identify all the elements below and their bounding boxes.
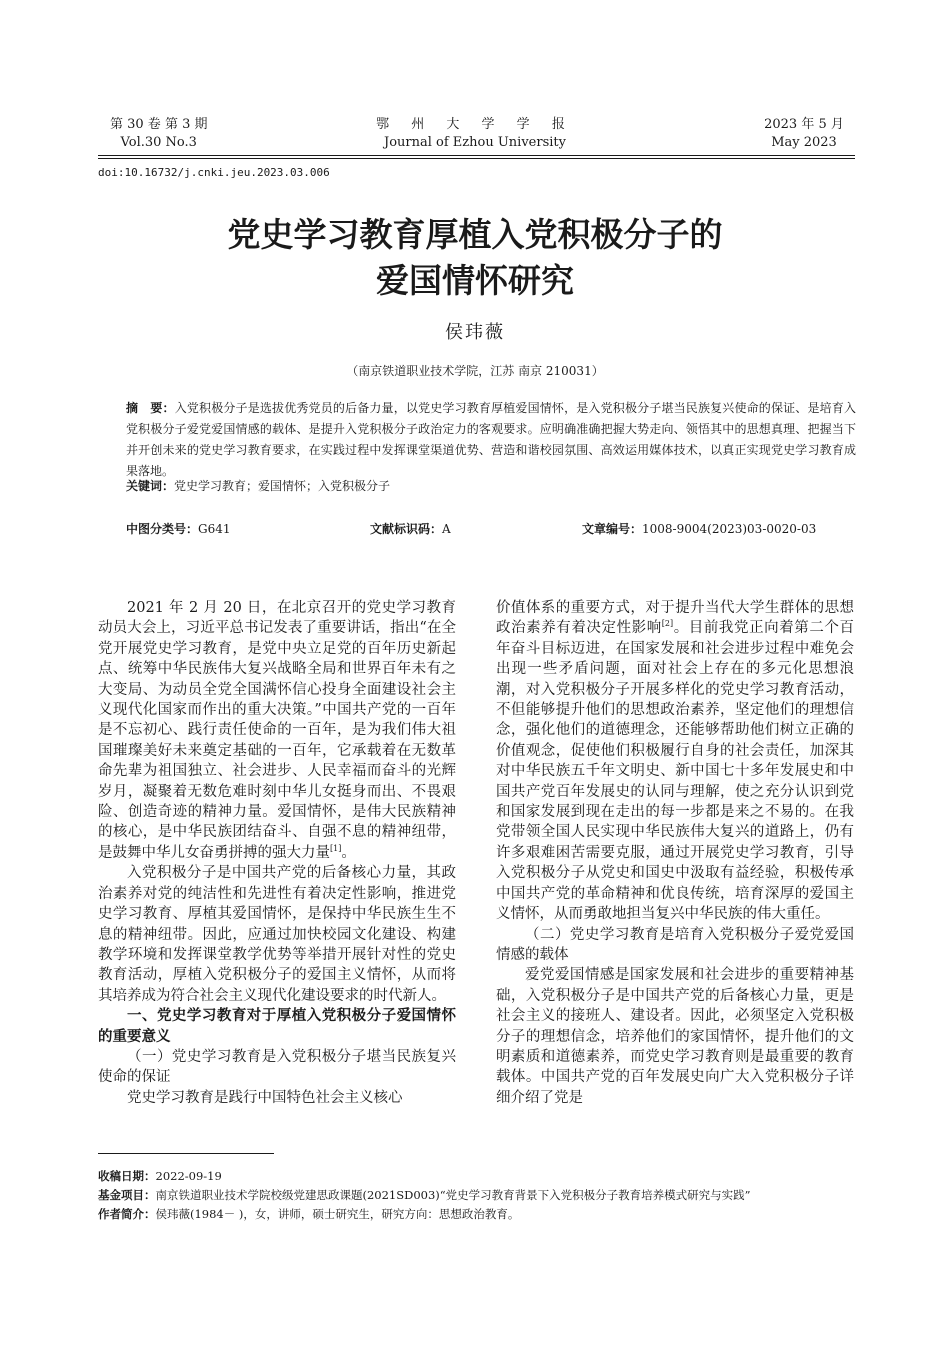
title-line-1: 党史学习教育厚植入党积极分子的 <box>227 215 723 254</box>
paragraph <box>496 598 854 925</box>
clc-number <box>126 520 231 537</box>
fund-label: 基金项目： <box>98 1188 156 1202</box>
doc-value: A <box>442 522 451 536</box>
clc-label: 中图分类号： <box>126 522 199 536</box>
date-cn: 2023 年 5 月 <box>764 117 844 132</box>
issue-en: Vol.30 No.3 <box>120 135 197 150</box>
issue-cn: 第 30 卷 第 3 期 <box>110 117 208 132</box>
paper-title <box>100 212 850 304</box>
article-value: 1008-9004(2023)03-0020-03 <box>642 522 817 536</box>
document-code <box>370 520 451 537</box>
paragraph-text: 。目前我党正向着第二个百年奋斗目标迈进，在国家发展和社会进步过程中难免会出现一些矛盾问题，面对社会上存在的多元化思想浪潮，对入党积极分子开展多样化的党史学习教育活动，不但能够提升他们的思想政治素养，坚定他们的理想信念，强化他们的道德理念，还能够帮助他们树立正确的价值观念，促使他们积极履行自身的社会责任，加深其对中华民族五千年文明史、新中国七十多年发展史和中国共产党百年发展史的认同与理解，使之充分认识到党和国家发展到现在走出的每一步都是来之不易的。在我党带领全国人民实现中华民族伟大复兴的道路上，仍有许多艰难困苦需要克服，通过开展党史学习教育，引导入党积极分子从党史和国史中汲取有益经验，积极传承中国共产党的革命精神和优良传统，培育深厚的爱国主义情怀，从而勇敢地担当复兴中华民族的伟大重任。 <box>496 620 855 923</box>
publication-date <box>760 116 848 152</box>
footnote-rule <box>98 1153 274 1154</box>
issue-info <box>110 116 207 152</box>
paragraph-text: 。 <box>341 844 356 861</box>
paragraph-text: 价值体系的重要方式，对于提升当代大学生群体的思想政治素养有着决定性影响 <box>496 600 854 637</box>
paragraph: 党史学习教育是践行中国特色社会主义核心 <box>127 1089 403 1106</box>
journal-name <box>375 116 575 152</box>
section-heading: 一、党史学习教育对于厚植入党积极分子爱国情怀的重要意义 <box>98 1008 456 1045</box>
received-label: 收稿日期： <box>98 1169 156 1183</box>
affiliation: （南京铁道职业技术学院，江苏 南京 210031） <box>346 364 604 378</box>
keywords-label: 关键词： <box>126 479 175 493</box>
header-rule-thin <box>98 158 855 159</box>
bio-value: 侯玮薇(1984－ )，女，讲师，硕士研究生，研究方向：思想政治教育。 <box>155 1207 520 1221</box>
paragraph: 爱党爱国情感是国家发展和社会进步的重要精神基础，入党积极分子是中国共产党的后备核心力量，更是社会主义的接班人、建设者。因此，必须坚定入党积极分子的理想信念，培养他们的家国情怀，提升他们的文明素质和道德素养，而党史学习教育则是最重要的教育载体。中国共产党的百年发展史向广大入党积极分子详细介绍了党是 <box>496 967 854 1106</box>
doi: doi:10.16732/j.cnki.jeu.2023.03.006 <box>98 166 330 179</box>
abstract <box>126 398 856 482</box>
title-line-2: 爱国情怀研究 <box>376 261 574 300</box>
paragraph <box>98 598 456 863</box>
body-column-right <box>496 598 854 1108</box>
fund-project <box>98 1186 858 1205</box>
received-date <box>98 1167 858 1186</box>
paragraph-text: 2021 年 2 月 20 日，在北京召开的党史学习教育动员大会上，习近平总书记发表了重要讲话，指出“在全党开展党史学习教育，是党中央立足党的百年历史新起点、统筹中华民族伟大复兴战略全局和世界百年未有之大变局、为动员全党全国满怀信心投身全面建设社会主义现代化国家而作出的重大决策。”中国共产党的一百年是不忘初心、践行责任使命的一百年，是为我们伟大祖国璀璨美好未来奠定基础的一百年，它承载着在无数革命先辈为祖国独立、社会进步、人民幸福而奋斗的光辉岁月，凝聚着无数危难时刻中华儿女挺身而出、不畏艰险、创造奇迹的精神力量。爱国情怀，是伟大民族精神的核心，是中华民族团结奋斗、自强不息的精神纽带，是鼓舞中华儿女奋勇拼搏的强大力量 <box>98 600 456 861</box>
paragraph: 入党积极分子是中国共产党的后备核心力量，其政治素养对党的纯洁性和先进性有着决定性影响，推进党史学习教育、厚植其爱国情怀，是保持中华民族生生不息的精神纽带。因此，应通过加快校园文化建设、构建教学环境和发挥课堂教学优势等举措开展针对性的党史教育活动，厚植入党积极分子的爱国主义情怀，从而将其培养成为符合社会主义现代化建设要求的时代新人。 <box>98 865 456 1004</box>
citation-ref: [1] <box>330 844 342 854</box>
abstract-label: 摘 要： <box>126 401 175 415</box>
keywords <box>126 476 856 496</box>
date-en: May 2023 <box>771 135 837 150</box>
footnotes <box>98 1167 858 1224</box>
keywords-text: 党史学习教育；爱国情怀；入党积极分子 <box>174 479 391 493</box>
body-column-left <box>98 598 456 1108</box>
subsection-heading: （二）党史学习教育是培育入党积极分子爱党爱国情感的载体 <box>496 926 854 963</box>
abstract-text: 入党积极分子是选拔优秀党员的后备力量，以党史学习教育厚植爱国情怀，是入党积极分子堪当民族复兴使命的保证、是培育入党积极分子爱党爱国情感的载体、是提升入党积极分子政治定力的客观要求。应明确准确把握大势走向、领悟其中的思想真理、把握当下并开创未来的党史学习教育要求，在实践过程中发挥课堂渠道优势、营造和谐校园氛围、高效运用媒体技术，以真正实现党史学习教育成果落地。 <box>126 401 856 478</box>
header-rule-thick <box>98 155 855 156</box>
journal-cn: 鄂 州 大 学 学 报 <box>376 117 574 132</box>
article-label: 文章编号： <box>582 522 643 536</box>
author-name: 侯玮薇 <box>445 322 505 343</box>
article-number <box>582 520 816 537</box>
subsection-heading: （一）党史学习教育是入党积极分子堪当民族复兴使命的保证 <box>98 1048 456 1086</box>
fund-value: 南京铁道职业技术学院校级党建思政课题(2021SD003)“党史学习教育背景下入党积极分子教育培养模式研究与实践” <box>155 1188 751 1202</box>
citation-ref: [2] <box>661 619 674 629</box>
journal-en: Journal of Ezhou University <box>384 135 566 150</box>
author-bio <box>98 1205 858 1224</box>
bio-label: 作者简介： <box>98 1207 156 1221</box>
received-value: 2022-09-19 <box>155 1169 222 1183</box>
doc-label: 文献标识码： <box>370 522 443 536</box>
clc-value: G641 <box>198 522 231 536</box>
